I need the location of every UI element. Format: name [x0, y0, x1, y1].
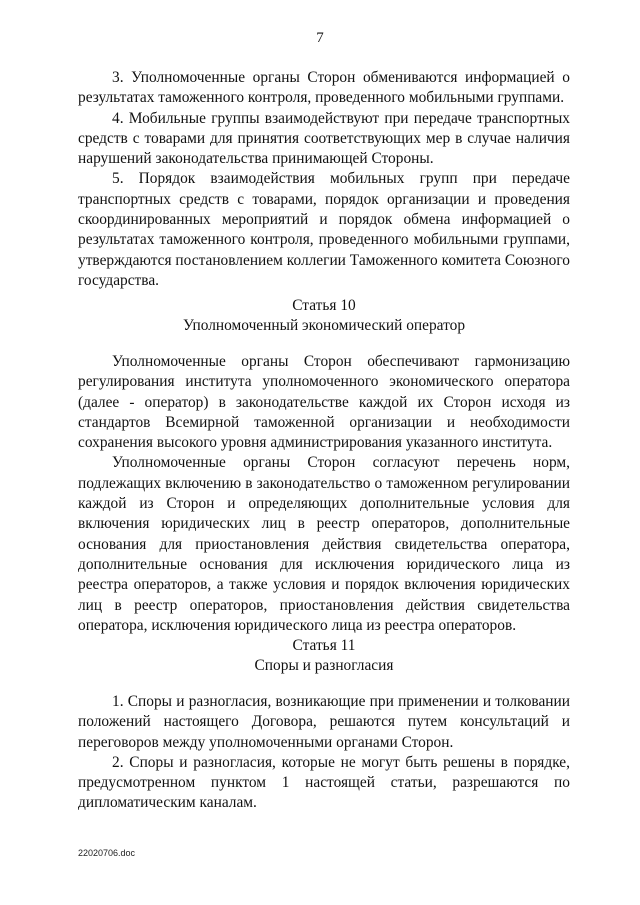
article-10-paragraph-2: Уполномоченные органы Сторон согласуют перечень норм, подлежащих включению в законодательство о таможенном регулировании каждой из Сторон и определяющих дополнительные условия для включения юридических лиц в реестр операторов, дополнительные основания для приостановления действия свидетельства оператора, дополнительные основания для исключения юридического лица из реестра операторов, а также условия и порядок включения юридических лиц в реестр операторов, приостановления действия свидетельства оператора, исключения юридического лица из реестра операторов.: [78, 454, 570, 634]
article-10-heading: [78, 296, 570, 337]
article-11-number: Статья 11: [292, 637, 356, 654]
footer-filename: 22020706.doc: [78, 848, 136, 858]
article-10-title: Уполномоченный экономический оператор: [182, 317, 466, 335]
article-11-paragraph-1: 1. Споры и разногласия, возникающие при применении и толковании положений настоящего Договора, решаются путем консультаций и переговоров между уполномоченными органами Сторон.: [78, 693, 570, 751]
paragraph-5: 5. Порядок взаимодействия мобильных групп при передаче транспортных средств с товарами, порядок организации и проведения скоординированных мероприятий и порядок обмена информацией о результатах таможенного контроля, проведенного мобильными группами, утверждаются постановлением коллегии Таможенного комитета Союзного государства.: [78, 170, 570, 289]
article-10-number: Статья 10: [292, 297, 356, 314]
article-10-paragraph-1: Уполномоченные органы Сторон обеспечивают гармонизацию регулирования института уполномоченного экономического оператора (далее - оператор) в законодательстве каждой их Сторон исходя из стандартов Всемирной таможенной организации и необходимости сохранения высокого уровня администрирования указанного института.: [78, 353, 570, 452]
article-11-title: Споры и разногласия: [254, 657, 394, 675]
article-11-paragraph-2: 2. Споры и разногласия, которые не могут быть решены в порядке, предусмотренном пунктом 1 настоящей статьи, разрешаются по дипломатическим каналам.: [78, 753, 570, 812]
paragraph-3: 3. Уполномоченные органы Сторон обмениваются информацией о результатах таможенного контроля, проведенного мобильными группами.: [78, 69, 570, 107]
top-section: [78, 68, 570, 291]
article-10-body: [78, 352, 570, 636]
article-11-body: [78, 692, 570, 814]
article-11-heading: [78, 636, 570, 677]
page-number: 7: [316, 30, 324, 46]
paragraph-4: 4. Мобильные группы взаимодействуют при передаче транспортных средств с товарами для принятия соответствующих мер в случае наличия нарушений законодательства принимающей Стороны.: [78, 109, 570, 168]
